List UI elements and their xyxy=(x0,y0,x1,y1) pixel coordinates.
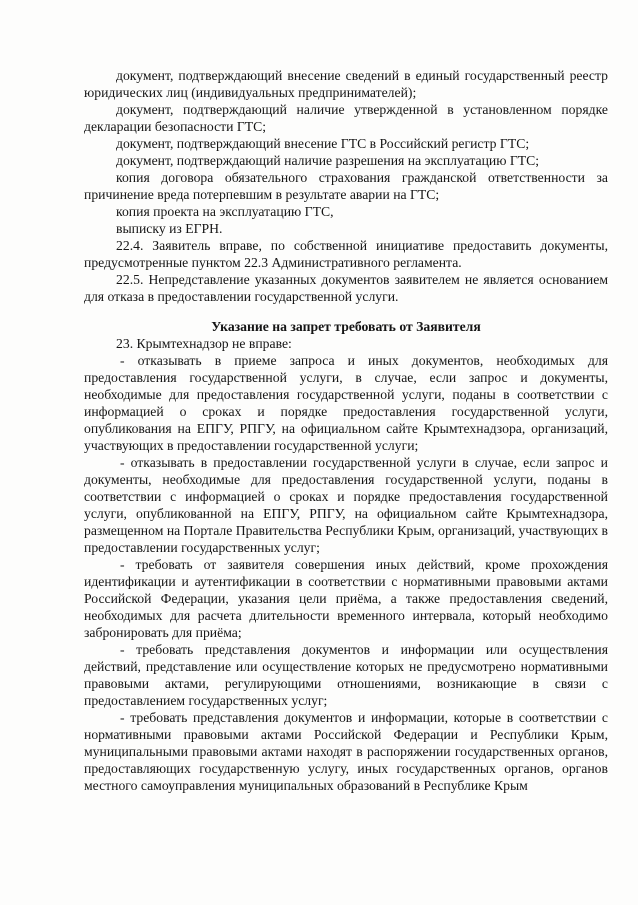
list-item-refuse-acceptance: - отказывать в приеме запроса и иных документов, необходимых для предоставления государственной услуги, в случае, если запрос и документы, необходимые для предоставления государственной услуги, поданы в соответствии с информацией о сроках и порядке предоставления государственной услуги, опубликования на ЕПГУ, РПГУ, на официальном сайте Крымтехнадзора, организаций, участвующих в предоставлении государственной услуги; xyxy=(84,353,608,453)
paragraph-operation-permit: документ, подтверждающий наличие разрешения на эксплуатацию ГТС; xyxy=(116,153,540,168)
list-item-require-actions: - требовать от заявителя совершения иных действий, кроме прохождения идентификации и аутентификации в соответствии с нормативными правовыми актами Российской Федерации, указания цели приёма, а также предоставления сведений, необходимых для расчета длительности временного интервала, который необходимо забронировать для приёма; xyxy=(84,557,608,640)
paragraph-insurance-contract: копия договора обязательного страхования гражданской ответственности за причинение вреда потерпевшим в результате аварии на ГТС; xyxy=(84,170,608,202)
document-body xyxy=(84,67,608,794)
paragraph-gts-register: документ, подтверждающий внесение ГТС в Российский регистр ГТС; xyxy=(116,136,530,151)
list-item-refuse-service: - отказывать в предоставлении государственной услуги в случае, если запрос и документы, необходимые для предоставления государственной услуги, поданы в соответствии с информацией о сроках и порядке предоставления государственной услуги, опубликованной на ЕПГУ, РПГУ, на официальном сайте Крымтехнадзора, размещенном на Портале Правительства Республики Крым, организаций, участвующих в предоставлении государственных услуг; xyxy=(84,455,608,555)
paragraph-egrul-document: документ, подтверждающий внесение сведений в единый государственный реестр юридических лиц (индивидуальных предпринимателей); xyxy=(84,68,608,100)
list-item-require-held-documents: - требовать представления документов и информации, которые в соответствии с нормативными правовыми актами Российской Федерации и Республики Крым, муниципальными правовыми актами находят в распоряжении государственных органов, предоставляющих государственную услугу, иных государственных органов, органов местного самоуправления муниципальных образований в Республике Крым xyxy=(84,710,608,793)
list-item-require-unregulated-documents: - требовать представления документов и информации или осуществления действий, представление или осуществление которых не предусмотрено нормативными правовыми актами, регулирующими отношениями, возникающие в связи с предоставлением государственных услуг; xyxy=(84,642,608,708)
paragraph-22-5: 22.5. Непредставление указанных документов заявителем не является основанием для отказа в предоставлении государственной услуги. xyxy=(84,272,608,304)
paragraph-23-intro: 23. Крымтехнадзор не вправе: xyxy=(116,336,292,351)
paragraph-safety-declaration: документ, подтверждающий наличие утвержденной в установленном порядке декларации безопасности ГТС; xyxy=(84,102,608,134)
section-heading: Указание на запрет требовать от Заявителя xyxy=(211,319,481,334)
paragraph-egrn-extract: выписку из ЕГРН. xyxy=(116,221,223,236)
paragraph-operation-project: копия проекта на эксплуатацию ГТС, xyxy=(116,204,334,219)
paragraph-22-4: 22.4. Заявитель вправе, по собственной инициативе предоставить документы, предусмотренные пунктом 22.3 Административного регламента. xyxy=(84,238,608,270)
